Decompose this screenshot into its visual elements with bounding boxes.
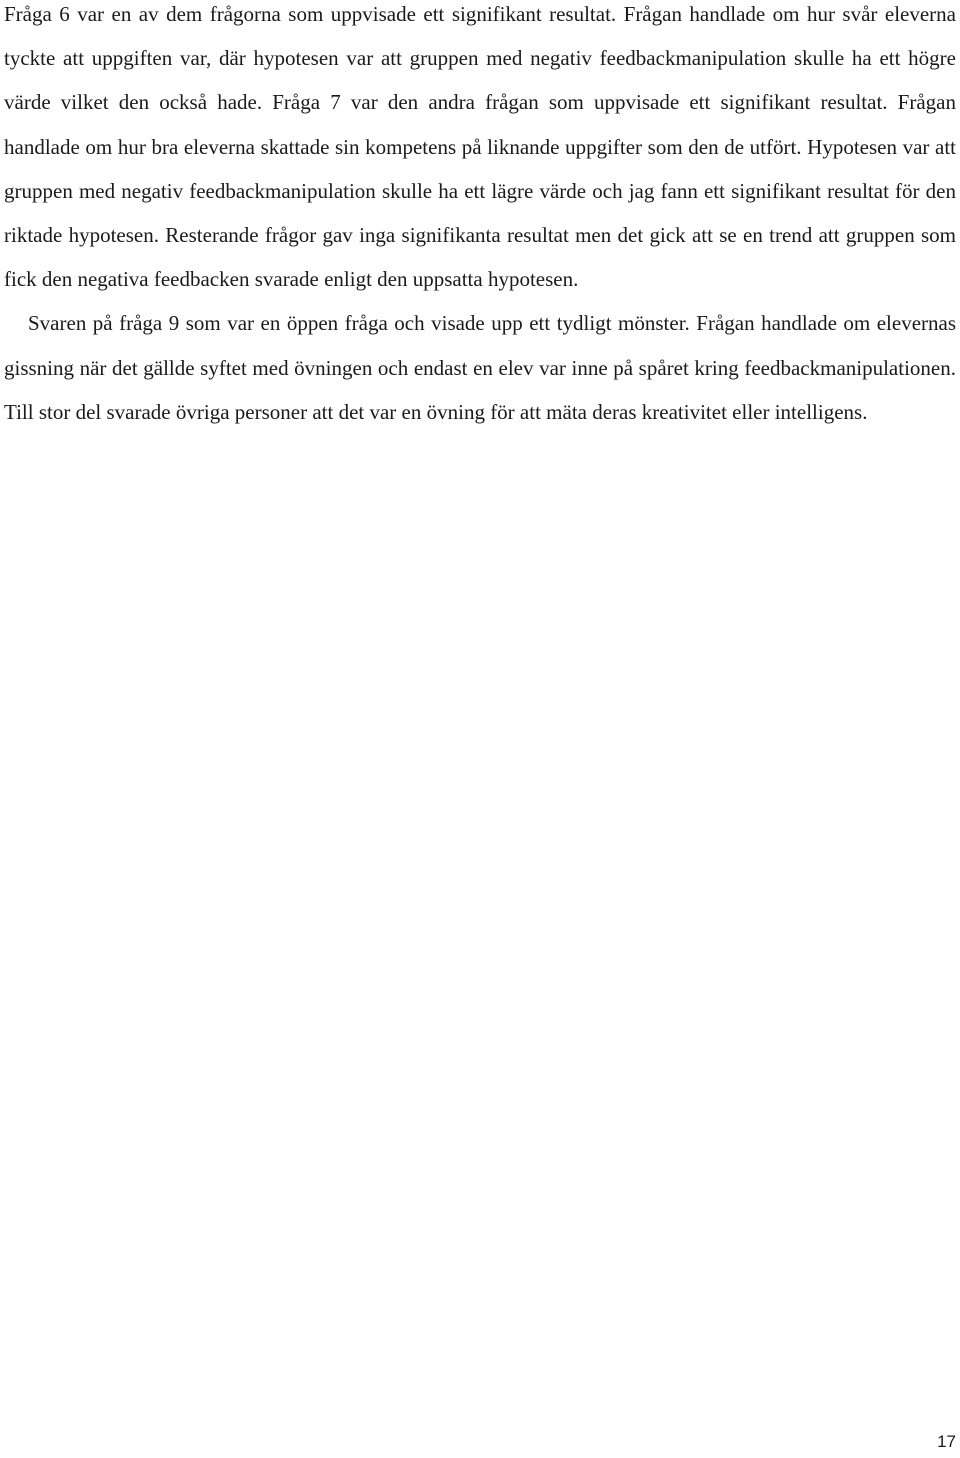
document-page [4,0,956,434]
page-number: 17 [937,1432,956,1451]
paragraph-results-questions-6-7: Fråga 6 var en av dem frågorna som uppvisade ett signifikant resultat. Frågan handlade om hur svår eleverna tyckte att uppgiften var, där hypotesen var att gruppen med negativ feedbackmanipulation skulle ha ett högre värde vilket den också hade. Fråga 7 var den andra frågan som uppvisade ett signifikant resultat. Frågan handlade om hur bra eleverna skattade sin kompetens på liknande uppgifter som den de utfört. Hypotesen var att gruppen med negativ feedbackmanipulation skulle ha ett lägre värde och jag fann ett signifikant resultat för den riktade hypotesen. Resterande frågor gav inga signifikanta resultat men det gick att se en trend att gruppen som fick den negativa feedbacken svarade enligt den uppsatta hypotesen. [4,2,956,292]
paragraph-results-question-9: Svaren på fråga 9 som var en öppen fråga och visade upp ett tydligt mönster. Frågan handlade om elevernas gissning när det gällde syftet med övningen och endast en elev var inne på spåret kring feedbackmanipulationen. Till stor del svarade övriga personer att det var en övning för att mäta deras kreativitet eller intelligens. [4,311,956,424]
